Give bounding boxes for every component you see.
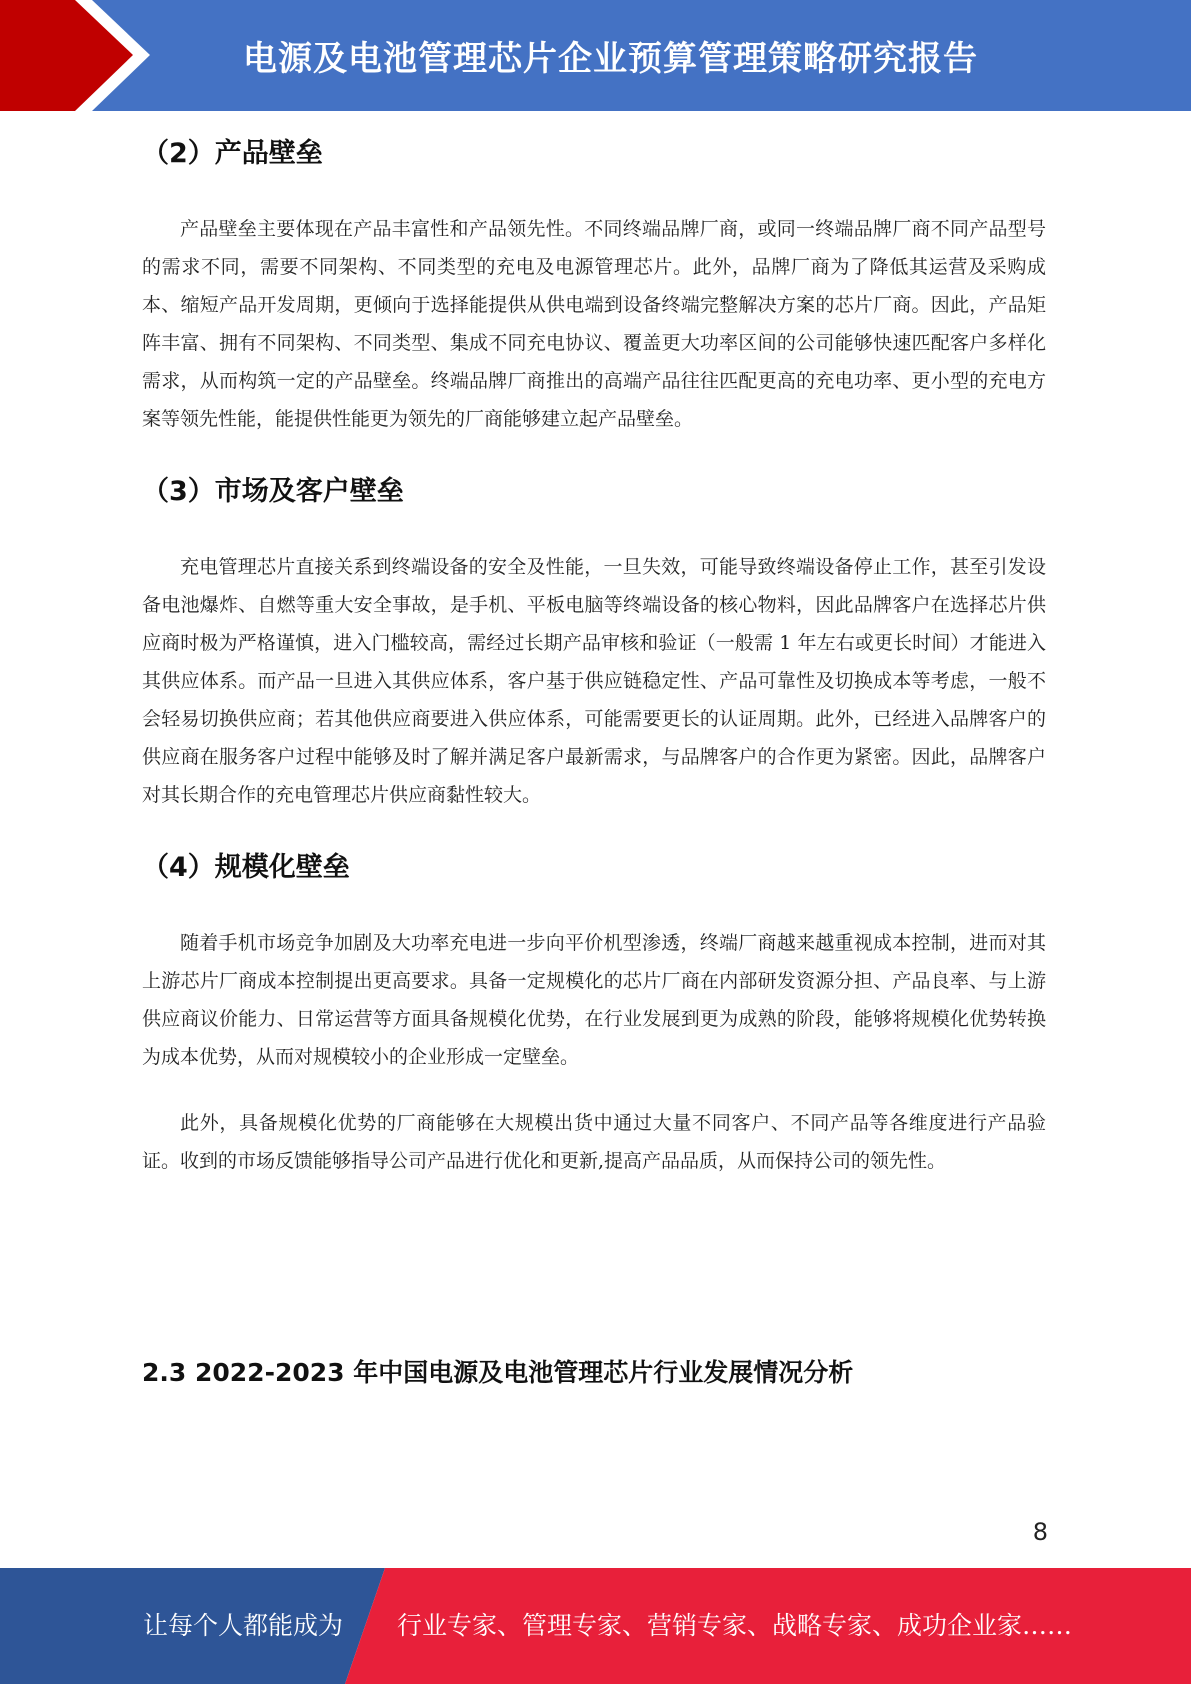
footer-slogan-right: 行业专家、管理专家、营销专家、战略专家、成功企业家…… [397, 1611, 1073, 1640]
paragraph: 此外，具备规模化优势的厂商能够在大规模出货中通过大量不同客户、不同产品等各维度进行产品验证。收到的市场反馈能够指导公司产品进行优化和更新,提高产品品质，从而保持公司的领先性。 [142, 1112, 1046, 1172]
page-footer [0, 1568, 1191, 1684]
footer-slogan-left: 让每个人都能成为 [143, 1611, 344, 1640]
main-content [142, 124, 1046, 1180]
page-number: 8 [1032, 1518, 1048, 1546]
section-heading-scale-barrier: （4）规模化壁垒 [142, 852, 350, 883]
chapter-section-title: 2.3 2022-2023 年中国电源及电池管理芯片行业发展情况分析 [142, 1358, 854, 1387]
paragraph: 产品壁垒主要体现在产品丰富性和产品领先性。不同终端品牌厂商，或同一终端品牌厂商不同产品型号的需求不同，需要不同架构、不同类型的充电及电源管理芯片。此外，品牌厂商为了降低其运营及采购成本、缩短产品开发周期，更倾向于选择能提供从供电端到设备终端完整解决方案的芯片厂商。因此，产品矩阵丰富、拥有不同架构、不同类型、集成不同充电协议、覆盖更大功率区间的公司能够快速匹配客户多样化需求，从而构筑一定的产品壁垒。终端品牌厂商推出的高端产品往往匹配更高的充电功率、更小型的充电方案等领先性能，能提供性能更为领先的厂商能够建立起产品壁垒。 [142, 218, 1046, 430]
section-heading-product-barrier: （2）产品壁垒 [142, 138, 323, 169]
paragraph: 随着手机市场竞争加剧及大功率充电进一步向平价机型渗透，终端厂商越来越重视成本控制，进而对其上游芯片厂商成本控制提出更高要求。具备一定规模化的芯片厂商在内部研发资源分担、产品良率、与上游供应商议价能力、日常运营等方面具备规模化优势，在行业发展到更为成熟的阶段，能够将规模化优势转换为成本优势，从而对规模较小的企业形成一定壁垒。 [142, 932, 1046, 1068]
header-title: 电源及电池管理芯片企业预算管理策略研究报告 [243, 39, 978, 79]
page-header [0, 0, 1191, 111]
paragraph: 充电管理芯片直接关系到终端设备的安全及性能，一旦失效，可能导致终端设备停止工作，甚至引发设备电池爆炸、自燃等重大安全事故，是手机、平板电脑等终端设备的核心物料，因此品牌客户在选择芯片供应商时极为严格谨慎，进入门槛较高，需经过长期产品审核和验证（一般需 1 年左右或更长时间）才能进入其供应体系。而产品一旦进入其供应体系，客户基于供应链稳定性、产品可靠性及切换成本等考虑，一般不会轻易切换供应商；若其他供应商要进入供应体系，可能需要更长的认证周期。此外，已经进入品牌客户的供应商在服务客户过程中能够及时了解并满足客户最新需求，与品牌客户的合作更为紧密。因此，品牌客户对其长期合作的充电管理芯片供应商黏性较大。 [142, 556, 1046, 806]
section-heading-market-barrier: （3）市场及客户壁垒 [142, 476, 404, 507]
